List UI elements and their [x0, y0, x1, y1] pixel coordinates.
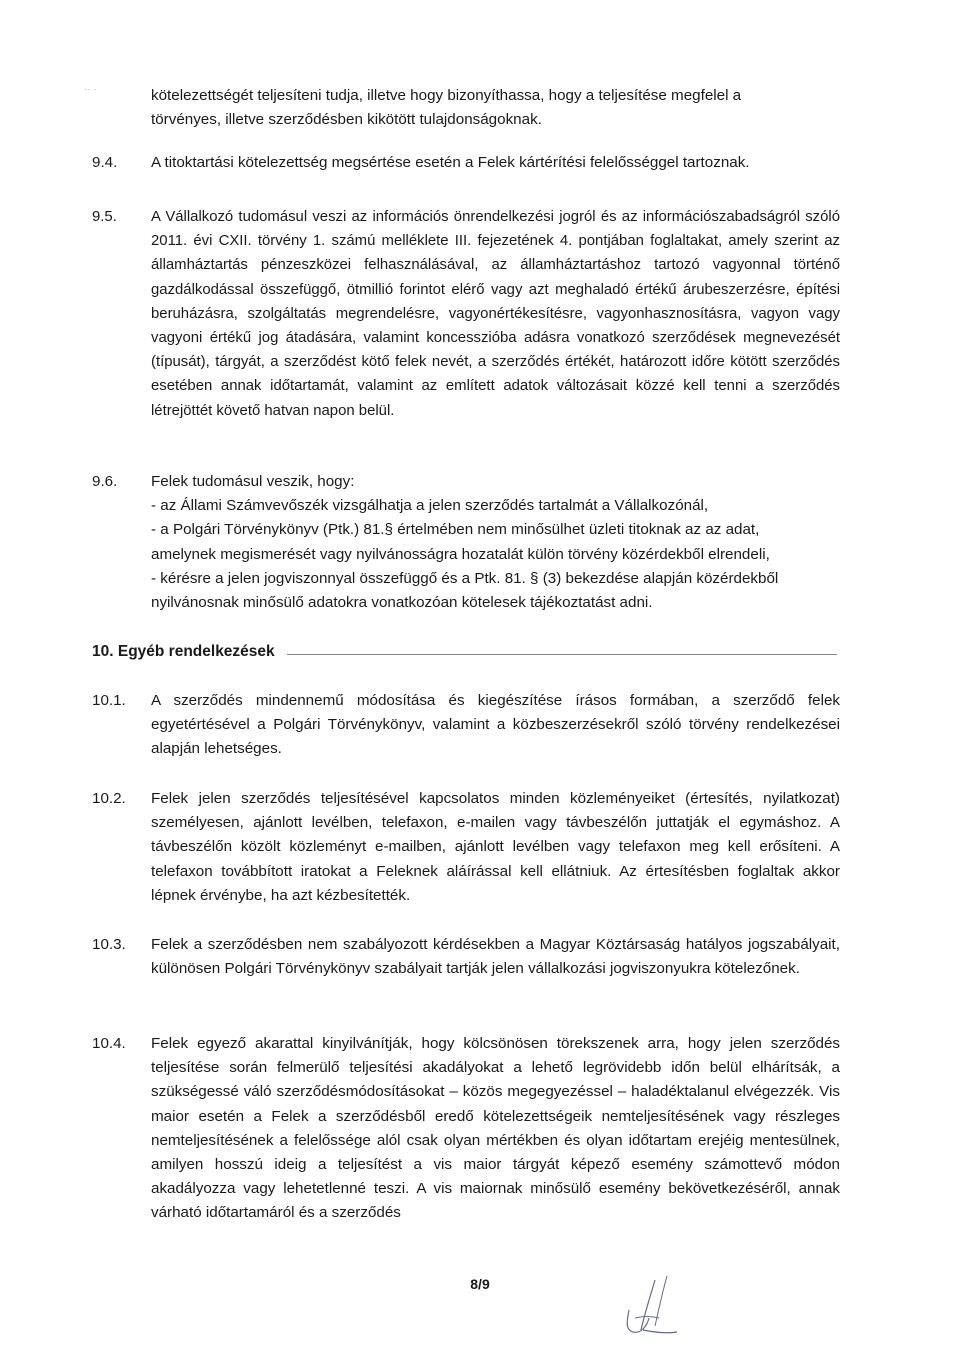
paragraph-10-4 [92, 1032, 840, 1226]
paragraph-10-1 [92, 689, 840, 762]
paragraph-lead: Felek tudomásul veszik, hogy: [151, 473, 355, 490]
paragraph-number: 10.1. [92, 692, 126, 709]
list-item-continuation: amelynek megismerését vagy nyilvánosságra hozatalát külön törvény közérdekből elrendeli, [151, 545, 770, 563]
paragraph-text: A Vállalkozó tudomásul veszi az információs önrendelkezési jogról és az információszabadságról szóló 2011. évi CXII. törvény 1. számú melléklete III. fejezetének 4. pontjában foglaltakat, amely szerint az államháztartás pénzeszközei felhasználásával, az államháztartáshoz tartozó vagyonnal történő gazdálkodással összefüggő, ötmillió forintot elérő vagy azt meghaladó értékű árubeszerzésre, építési beruházásra, szolgáltatás megrendelésre, vagyonértékesítésre, vagyonhasznosításra, vagyon vagy vagyoni értékű jog átadására, valamint koncesszióba adásra vonatkozó szerződések megnevezését (típusát), tárgyát, a szerződést kötő felek nevét, a szerződés értékét, határozott időre kötött szerződés esetében annak időtartamát, valamint az említett adatok változásait közzé kell tenni a szerződés létrejöttét követő hatvan napon belül. [151, 209, 840, 419]
scan-artifact: ·· · [84, 84, 97, 95]
paragraph-number: 10.2. [92, 790, 126, 807]
page-number: 8/9 [470, 1276, 490, 1292]
section-heading: 10. Egyéb rendelkezések [92, 643, 275, 660]
paragraph-text: A titoktartási kötelezettség megsértése esetén a Felek kártérítési felelősséggel tartoznak. [151, 154, 750, 171]
heading-underline [287, 654, 837, 655]
paragraph-text: Felek a szerződésben nem szabályozott kérdésekben a Magyar Köztársaság hatályos jogszabályait, különösen Polgári Törvénykönyv szabályait tartják jelen vállalkozási jogviszonyukra kötelezőnek. [151, 936, 840, 978]
paragraph-9-6 [92, 470, 840, 615]
signature-initials [615, 1272, 695, 1342]
paragraph-number: 9.6. [92, 473, 118, 490]
list-item: - a Polgári Törvénykönyv (Ptk.) 81.§ értelmében nem minősülhet üzleti titoknak az az adat, [151, 521, 760, 539]
intro-line-2: törvényes, illetve szerződésben kikötött tulajdonságoknak. [151, 111, 542, 129]
paragraph-number: 10.3. [92, 936, 126, 953]
paragraph-text: Felek egyező akarattal kinyilvánítják, hogy kölcsönösen törekszenek arra, hogy jelen szerződés teljesítése során felmerülő teljesítési akadályokat a lehető legrövidebb időn belül elhárítsák, a szükségessé váló szerződésmódosításokat – közös megegyezéssel – haladéktalanul elvégezzék. Vis maior esetén a Felek a szerződésből eredő kötelezettségeik nemteljesítésének vagy részleges nemteljesítésének a felelőssége alól csak olyan mértékben és olyan időtartam erejéig mentesülnek, amilyen hosszú ideig a teljesítést a vis maior tárgyát képező esemény számottevő módon akadályozza vagy lehetetlenné teszi. A vis maiornak minősülő esemény bekövetkezéséről, annak várható időtartamáról és a szerződés [151, 1035, 840, 1222]
list-item: - az Állami Számvevőszék vizsgálhatja a jelen szerződés tartalmát a Vállalkozónál, [151, 497, 709, 515]
list-item-continuation: nyilvánosnak minősülő adatokra vonatkozóan kötelesek tájékoztatást adni. [151, 594, 653, 612]
paragraph-9-5 [92, 205, 840, 423]
paragraph-text: Felek jelen szerződés teljesítésével kapcsolatos minden közleményeiket (értesítés, nyilatkozat) személyesen, ajánlott levélben, telefaxon, e-mailen vagy távbeszélőn juttatják el egymáshoz. A távbeszélőn közölt közleményt e-mailben, ajánlott levélben vagy telefaxon meg kell erősíteni. A telefaxon továbbított iratokat a Feleknek aláírással kell ellátniuk. Az értesítésben foglaltak akkor lépnek érvénybe, ha azt kézbesítették. [151, 790, 840, 904]
paragraph-text: A szerződés mindennemű módosítása és kiegészítése írásos formában, a szerződő felek egyetértésével a Polgári Törvénykönyv, valamint a közbeszerzésekről szóló törvény rendelkezései alapján lehetséges. [151, 692, 840, 758]
paragraph-number: 9.5. [92, 209, 117, 225]
list-item: - kérésre a jelen jogviszonnyal összefüggő és a Ptk. 81. § (3) bekezdése alapján közérdekből [151, 569, 779, 587]
paragraph-number: 10.4. [92, 1035, 126, 1052]
paragraph-number: 9.4. [92, 154, 118, 171]
paragraph-10-2 [92, 787, 840, 908]
intro-line-1: kötelezettségét teljesíteni tudja, illetve hogy bizonyíthassa, hogy a teljesítése megfelel a [151, 87, 742, 104]
paragraph-9-4 [92, 151, 840, 175]
paragraph-10-3 [92, 933, 840, 981]
intro-paragraph [92, 84, 840, 132]
